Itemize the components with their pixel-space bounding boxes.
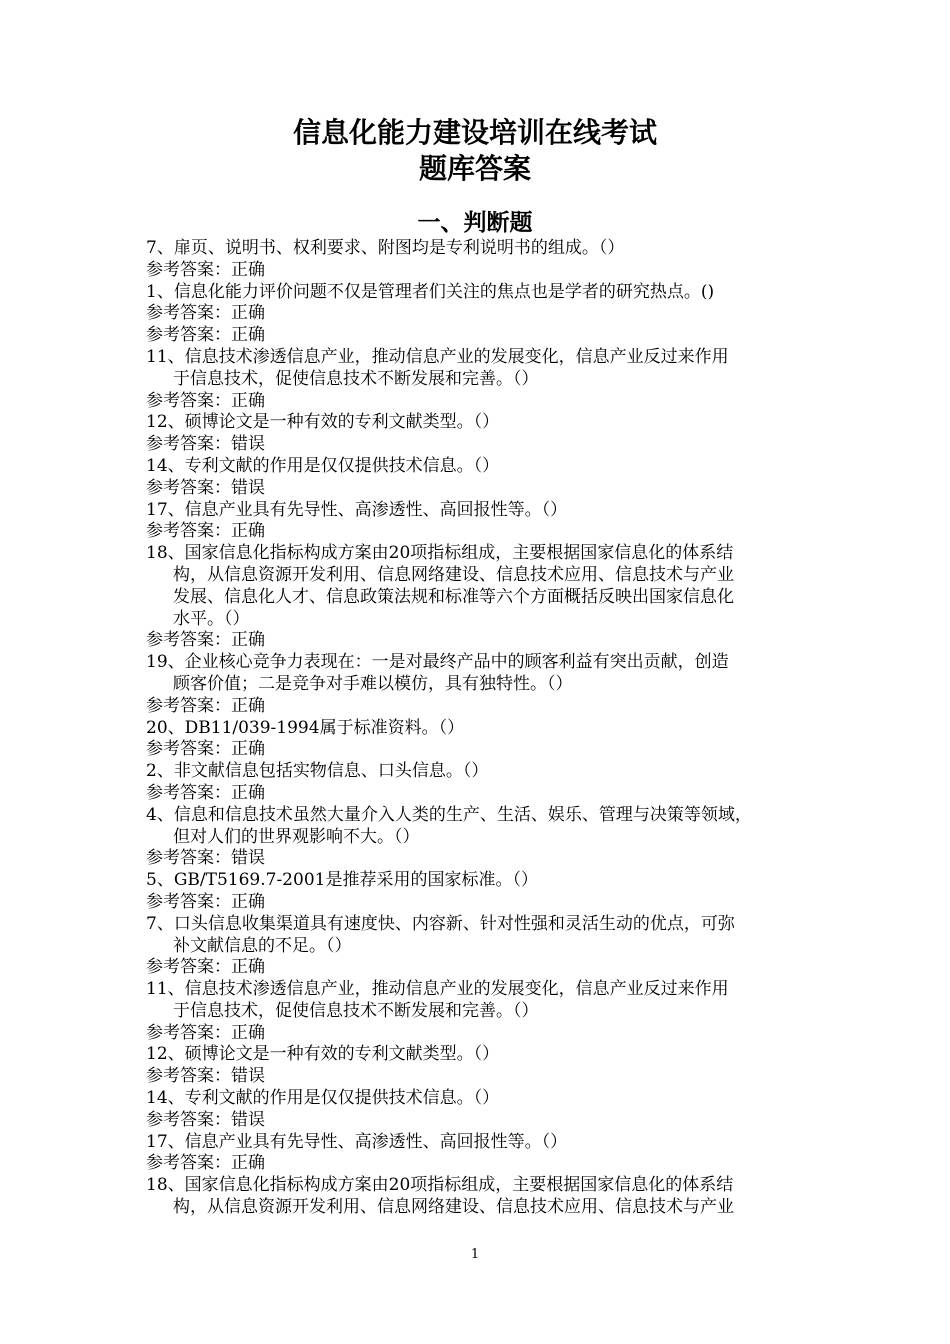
answer-line: 参考答案：正确: [146, 1153, 265, 1174]
answer-line: 参考答案：错误: [146, 1109, 265, 1130]
question-line: 7、扉页、说明书、权利要求、附图均是专利说明书的组成。（）: [146, 238, 625, 258]
question-continuation: 水平。（）: [173, 608, 250, 629]
answer-line: 参考答案：错误: [146, 848, 265, 869]
question-line: 4、信息和信息技术虽然大量介入人类的生产、生活、娱乐、管理与决策等领域，: [146, 804, 752, 825]
question-continuation: 但对人们的世界观影响不大。（）: [173, 826, 420, 847]
question-line: 12、硕博论文是一种有效的专利文献类型。（）: [146, 1044, 500, 1065]
answer-line: 参考答案：正确: [146, 1022, 265, 1043]
question-continuation: 构，从信息资源开发利用、信息网络建设、信息技术应用、信息技术与产业: [173, 1197, 734, 1218]
answer-line: 参考答案：错误: [146, 477, 265, 498]
answer-line: 参考答案：正确: [146, 303, 265, 324]
question-line: 14、专利文献的作用是仅仅提供技术信息。（）: [146, 455, 500, 476]
answer-line: 参考答案：正确: [146, 259, 265, 280]
answer-line: 参考答案：正确: [146, 521, 265, 542]
question-line: 11、信息技术渗透信息产业，推动信息产业的发展变化，信息产业反过来作用: [146, 346, 729, 367]
question-continuation: 发展、信息化人才、信息政策法规和标准等六个方面概括反映出国家信息化: [173, 586, 734, 607]
answer-line: 参考答案：正确: [146, 891, 265, 912]
answer-line: 参考答案：正确: [146, 782, 265, 803]
question-line: 2、非文献信息包括实物信息、口头信息。（）: [146, 761, 489, 782]
question-line: 7、口头信息收集渠道具有速度快、内容新、针对性强和灵活生动的优点，可弥: [146, 913, 735, 934]
question-line: 5、GB/T5169.7-2001是推荐采用的国家标准。（）: [146, 870, 538, 891]
question-continuation: 顾客价值；二是竞争对手难以模仿，具有独特性。（）: [173, 673, 573, 694]
question-line: 17、信息产业具有先导性、高渗透性、高回报性等。（）: [146, 1131, 568, 1152]
question-continuation: 于信息技术，促使信息技术不断发展和完善。（）: [173, 368, 539, 389]
section-heading: 一、判断题: [417, 210, 533, 236]
answer-line: 参考答案：错误: [146, 434, 265, 455]
answer-line: 参考答案：正确: [146, 630, 265, 651]
answer-line: 参考答案：错误: [146, 1066, 265, 1087]
question-continuation: 构，从信息资源开发利用、信息网络建设、信息技术应用、信息技术与产业: [173, 564, 734, 585]
question-continuation: 补文献信息的不足。（）: [173, 935, 352, 956]
document-subtitle: 题库答案: [418, 152, 531, 185]
page-number: 1: [470, 1247, 480, 1262]
answer-line: 参考答案：正确: [146, 957, 265, 978]
question-line: 1、信息化能力评价问题不仅是管理者们关注的焦点也是学者的研究热点。(): [146, 281, 715, 302]
answer-line: 参考答案：正确: [146, 390, 265, 411]
question-list: [146, 238, 826, 1219]
question-line: 18、国家信息化指标构成方案由20项指标组成，主要根据国家信息化的体系结: [146, 1175, 734, 1196]
document-title: 信息化能力建设培训在线考试: [292, 116, 657, 149]
question-line: 11、信息技术渗透信息产业，推动信息产业的发展变化，信息产业反过来作用: [146, 979, 729, 1000]
question-line: 19、企业核心竞争力表现在：一是对最终产品中的顾客利益有突出贡献，创造: [146, 652, 729, 673]
question-line: 18、国家信息化指标构成方案由20项指标组成，主要根据国家信息化的体系结: [146, 543, 734, 564]
question-line: 14、专利文献的作用是仅仅提供技术信息。（）: [146, 1088, 500, 1109]
question-line: 17、信息产业具有先导性、高渗透性、高回报性等。（）: [146, 499, 568, 520]
answer-line: 参考答案：正确: [146, 695, 265, 716]
question-line: 20、DB11/039-1994属于标准资料。（）: [146, 717, 465, 738]
answer-line: 参考答案：正确: [146, 325, 265, 346]
answer-line: 参考答案：正确: [146, 739, 265, 760]
question-line: 12、硕博论文是一种有效的专利文献类型。（）: [146, 412, 500, 433]
question-continuation: 于信息技术，促使信息技术不断发展和完善。（）: [173, 1000, 539, 1021]
